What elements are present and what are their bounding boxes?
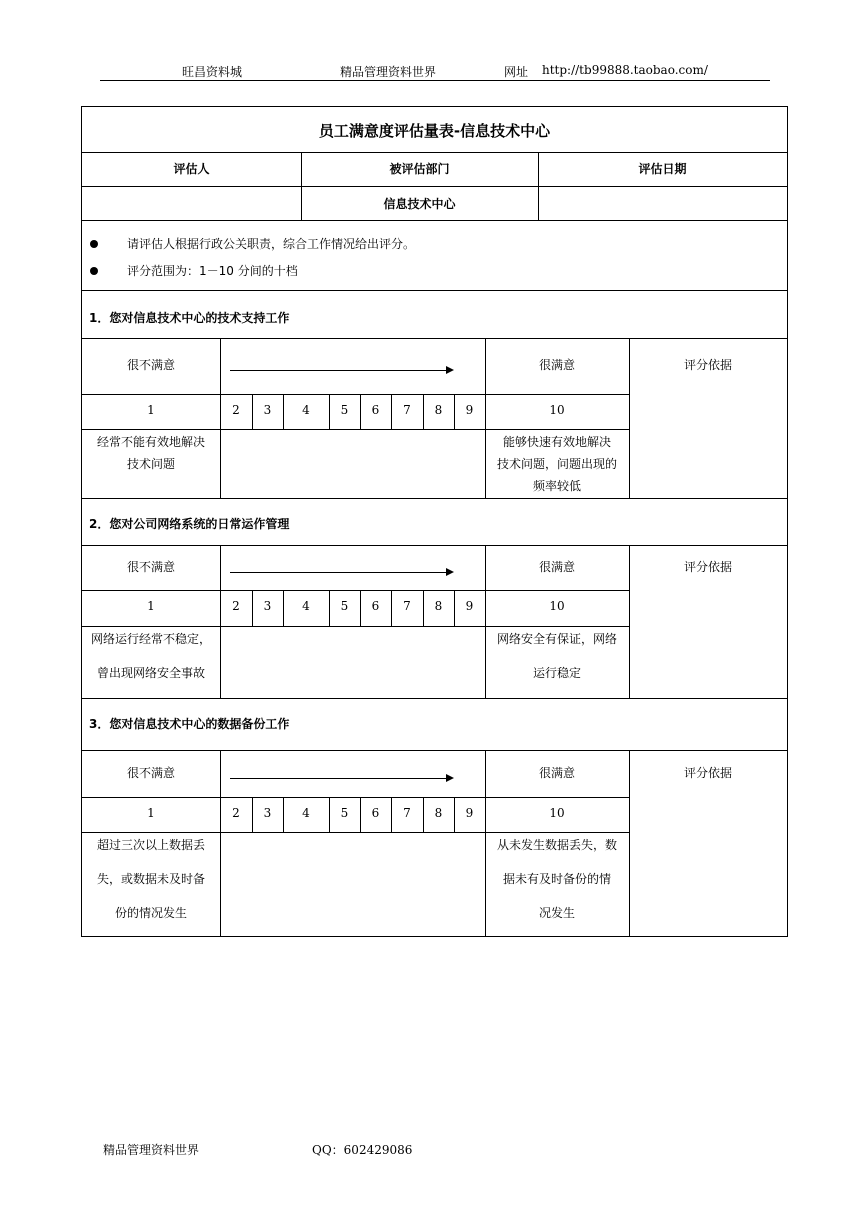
high-description: 频率较低 <box>532 479 581 493</box>
label-very-satisfied: 很满意 <box>538 358 575 372</box>
col-date: 评估日期 <box>638 162 687 176</box>
score-9[interactable]: 9 <box>465 806 474 820</box>
label-very-dissatisfied: 很不满意 <box>126 560 175 574</box>
score-9[interactable]: 9 <box>465 599 474 613</box>
col-department: 被评估部门 <box>389 162 450 176</box>
score-7[interactable]: 7 <box>403 599 411 613</box>
scoring-basis-input[interactable] <box>630 591 786 697</box>
section-title: 2．您对公司网络系统的日常运作管理 <box>89 517 290 531</box>
score-8[interactable]: 8 <box>434 806 443 820</box>
score-3[interactable]: 3 <box>263 403 272 417</box>
high-description: 网络安全有保证，网络 <box>496 632 617 646</box>
high-description: 运行稳定 <box>532 666 581 680</box>
department-value: 信息技术中心 <box>383 197 456 211</box>
section-title: 3．您对信息技术中心的数据备份工作 <box>89 717 290 731</box>
high-description: 从未发生数据丢失，数 <box>496 838 617 852</box>
label-very-dissatisfied: 很不满意 <box>126 358 175 372</box>
score-10[interactable]: 10 <box>549 403 565 417</box>
low-description: 超过三次以上数据丢 <box>96 838 205 852</box>
score-10[interactable]: 10 <box>549 806 565 820</box>
score-1[interactable]: 1 <box>147 599 155 613</box>
col-evaluator: 评估人 <box>173 162 210 176</box>
high-description: 能够快速有效地解决 <box>502 435 611 449</box>
footer-qq: QQ：602429086 <box>312 1143 413 1157</box>
score-3[interactable]: 3 <box>263 806 272 820</box>
score-2[interactable]: 2 <box>232 403 240 417</box>
score-6[interactable]: 6 <box>371 806 380 820</box>
bullet-icon <box>90 267 98 275</box>
header-url[interactable]: http://tb99888.taobao.com/ <box>542 63 708 77</box>
score-3[interactable]: 3 <box>263 599 272 613</box>
score-4[interactable]: 4 <box>302 806 310 820</box>
low-description: 经常不能有效地解决 <box>96 435 205 449</box>
score-8[interactable]: 8 <box>434 403 443 417</box>
instruction-1: 请评估人根据行政公关职责，综合工作情况给出评分。 <box>127 237 416 251</box>
score-2[interactable]: 2 <box>232 806 240 820</box>
score-7[interactable]: 7 <box>403 806 411 820</box>
score-8[interactable]: 8 <box>434 599 443 613</box>
header-url-label: 网址 <box>504 65 529 79</box>
label-very-satisfied: 很满意 <box>538 766 575 780</box>
score-1[interactable]: 1 <box>147 403 155 417</box>
score-4[interactable]: 4 <box>302 403 310 417</box>
scoring-basis-input[interactable] <box>630 395 786 497</box>
low-description: 技术问题 <box>126 457 175 471</box>
label-very-satisfied: 很满意 <box>538 560 575 574</box>
low-description: 网络运行经常不稳定， <box>90 632 211 646</box>
page-header <box>100 62 770 81</box>
label-very-dissatisfied: 很不满意 <box>126 766 175 780</box>
high-description: 据未有及时备份的情 <box>502 872 611 886</box>
score-10[interactable]: 10 <box>549 599 565 613</box>
label-scoring-basis: 评分依据 <box>683 358 732 372</box>
low-description: 失，或数据未及时备 <box>96 872 205 886</box>
instruction-2: 评分范围为：1－10 分间的十档 <box>127 264 298 278</box>
score-9[interactable]: 9 <box>465 403 474 417</box>
score-1[interactable]: 1 <box>147 806 155 820</box>
high-description: 况发生 <box>538 906 575 920</box>
score-4[interactable]: 4 <box>302 599 310 613</box>
footer-left: 精品管理资料世界 <box>103 1143 200 1157</box>
score-2[interactable]: 2 <box>232 599 240 613</box>
low-description: 份的情况发生 <box>114 906 187 920</box>
arrow-right-icon <box>230 370 452 371</box>
score-6[interactable]: 6 <box>371 599 380 613</box>
score-5[interactable]: 5 <box>340 403 349 417</box>
header-world: 精品管理资料世界 <box>340 65 437 79</box>
bullet-icon <box>90 240 98 248</box>
label-scoring-basis: 评分依据 <box>683 766 732 780</box>
label-scoring-basis: 评分依据 <box>683 560 732 574</box>
low-description: 曾出现网络安全事故 <box>96 666 205 680</box>
arrow-right-icon <box>230 572 452 573</box>
arrow-right-icon <box>230 778 452 779</box>
high-description: 技术问题，问题出现的 <box>496 457 617 471</box>
scoring-basis-input[interactable] <box>630 798 786 935</box>
score-5[interactable]: 5 <box>340 599 349 613</box>
score-5[interactable]: 5 <box>340 806 349 820</box>
section-title: 1．您对信息技术中心的技术支持工作 <box>89 311 290 325</box>
score-7[interactable]: 7 <box>403 403 411 417</box>
form-title: 员工满意度评估量表-信息技术中心 <box>318 122 551 140</box>
date-value[interactable] <box>538 188 787 219</box>
evaluator-value[interactable] <box>82 188 301 219</box>
header-shop: 旺昌资料城 <box>182 65 243 79</box>
score-6[interactable]: 6 <box>371 403 380 417</box>
